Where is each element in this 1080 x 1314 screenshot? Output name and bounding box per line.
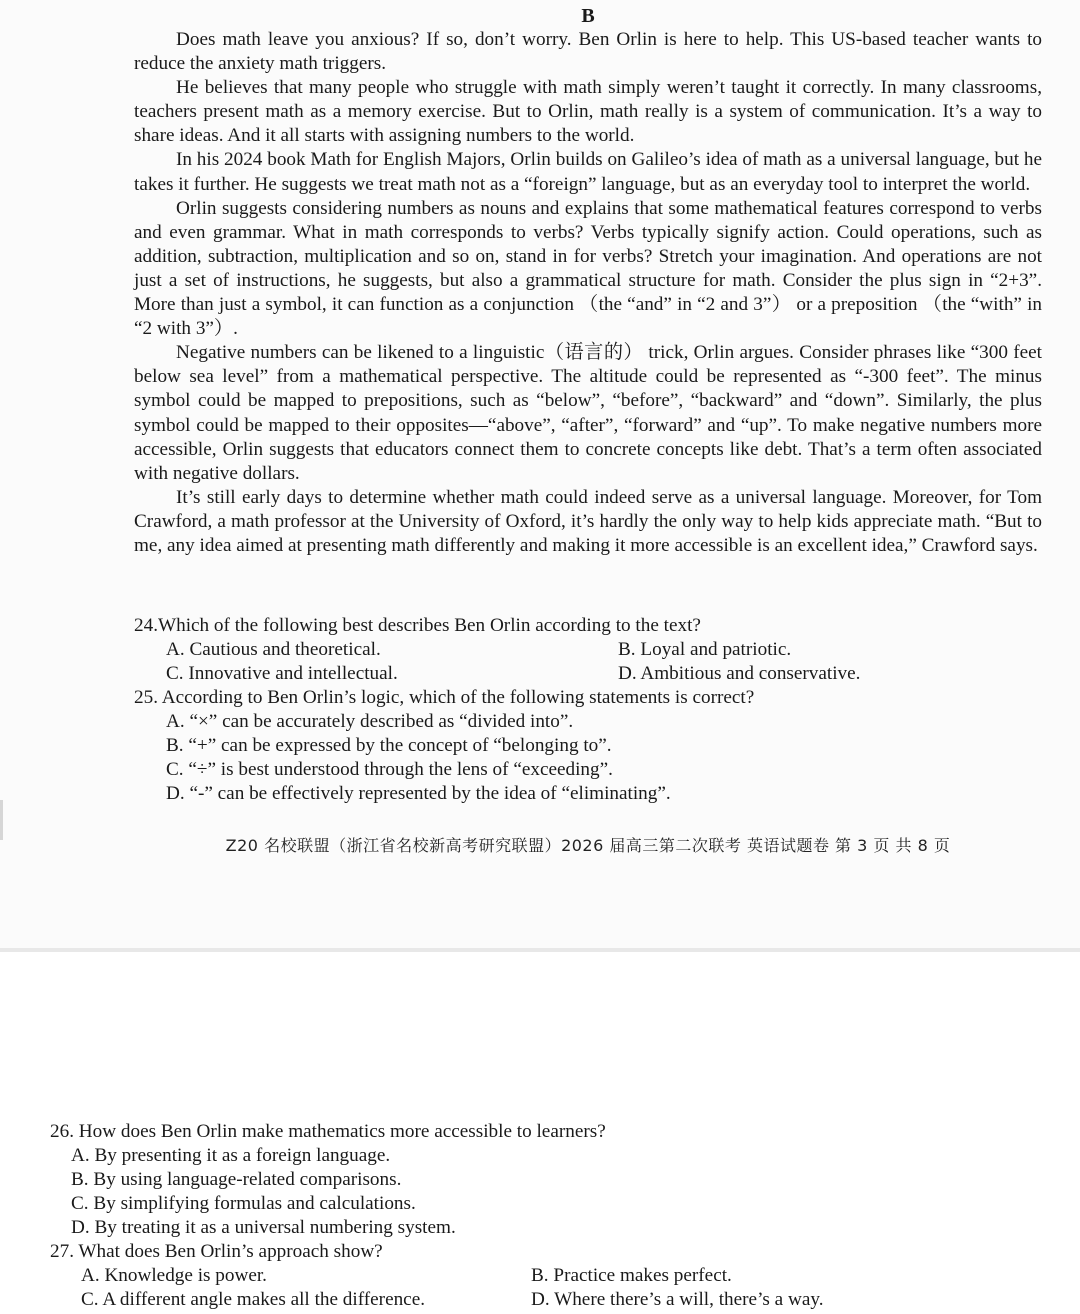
option-c: C. Innovative and intellectual. (166, 663, 398, 685)
option-row (81, 1264, 1030, 1288)
option-d: D. “-” can be effectively represented by the idea of “eliminating”. (166, 783, 671, 805)
option-row (166, 662, 1042, 686)
question-stem: 26. How does Ben Orlin make mathematics more accessible to learners? (50, 1121, 606, 1142)
paragraph-5: Negative numbers can be likened to a linguistic（语言的） trick, Orlin argues. Consider phrases like “300 feet below sea level” from a mathematical perspective. The altitude could be represented as “-300 feet”. The minus symbol could be mapped to prepositions, such as “below”, “before”, “backward” and “down”. Similarly, the plus symbol could be mapped to their opposites—“above”, “after”, “forward” and “up”. To make negative numbers more accessible, Orlin suggests that educators connect them to concrete concepts like debt. That’s a term often associated with negative dollars. (134, 342, 1042, 484)
paragraph-4: Orlin suggests considering numbers as nouns and explains that some mathematical features correspond to verbs and even grammar. What in math corresponds to verbs? Verbs typically signify action. Could operations, such as addition, subtraction, multiplication and so on, stand in for verbs? Stretch your imagination. And operations are not just a set of instructions, he suggests, but also a grammatical structure for math. Consider the plus sign in “2+3”. More than just a symbol, it can function as a conjunction （the “and” in “2 and 3”） or a preposition （the “with” in “2 with 3”）. (134, 197, 1042, 340)
paragraph-6: It’s still early days to determine whether math could indeed serve as a universal language. Moreover, for Tom Crawford, a math professor at the University of Oxford, it’s hardly the only way to help kids appreciate math. “But to me, any idea aimed at presenting math differently and making it more accessible is an excellent idea,” Crawford says. (134, 486, 1042, 556)
question-26 (50, 1120, 1030, 1240)
option-a: A. “×” can be accurately described as “divided into”. (166, 711, 574, 733)
option-c: C. By simplifying formulas and calculations. (71, 1193, 416, 1215)
question-stem: 25. According to Ben Orlin’s logic, which of the following statements is correct? (134, 687, 755, 708)
question-stem: 24.Which of the following best describes Ben Orlin according to the text? (134, 615, 701, 636)
option-row (166, 638, 1042, 662)
option-b: B. “+” can be expressed by the concept of “belonging to”. (166, 735, 612, 757)
option-row (81, 1288, 1030, 1312)
section-label: B (581, 5, 595, 27)
option-d: D. Where there’s a will, there’s a way. (531, 1289, 824, 1311)
page-footer: Z20 名校联盟（浙江省名校新高考研究联盟）2026 届高三第二次联考 英语试题卷 第 3 页 共 8 页 (225, 836, 951, 855)
option-b: B. Loyal and patriotic. (618, 639, 792, 661)
option-a: A. Cautious and theoretical. (166, 639, 381, 661)
paragraph-1: Does math leave you anxious? If so, don’t worry. Ben Orlin is here to help. This US-based teacher wants to reduce the anxiety math triggers. (134, 29, 1042, 75)
option-a: A. Knowledge is power. (81, 1265, 267, 1287)
option-d: D. By treating it as a universal numbering system. (71, 1217, 456, 1239)
paragraph-3: In his 2024 book Math for English Majors, Orlin builds on Galileo’s idea of math as a universal language, but he takes it further. He suggests we treat math not as a “foreign” language, but as an everyday tool to interpret the world. (134, 149, 1042, 195)
question-stem: 27. What does Ben Orlin’s approach show? (50, 1241, 383, 1262)
reading-passage (134, 28, 1042, 558)
scan-edge-mark (0, 800, 3, 840)
option-c: C. A different angle makes all the difference. (81, 1289, 426, 1311)
option-b: B. Practice makes perfect. (531, 1265, 732, 1287)
paragraph-2: He believes that many people who struggle with math simply weren’t taught it correctly. In many classrooms, teachers present math as a memory exercise. But to Orlin, math really is a system of communication. It’s a way to share ideas. And it all starts with assigning numbers to the world. (134, 77, 1042, 147)
question-24 (134, 614, 1042, 686)
option-c: C. “÷” is best understood through the lens of “exceeding”. (166, 759, 613, 781)
option-a: A. By presenting it as a foreign language. (71, 1145, 391, 1167)
option-b: B. By using language-related comparisons. (71, 1169, 402, 1191)
option-d: D. Ambitious and conservative. (618, 663, 861, 685)
question-25 (134, 686, 1042, 806)
exam-page-4 (0, 952, 1080, 1314)
question-27 (50, 1240, 1030, 1312)
